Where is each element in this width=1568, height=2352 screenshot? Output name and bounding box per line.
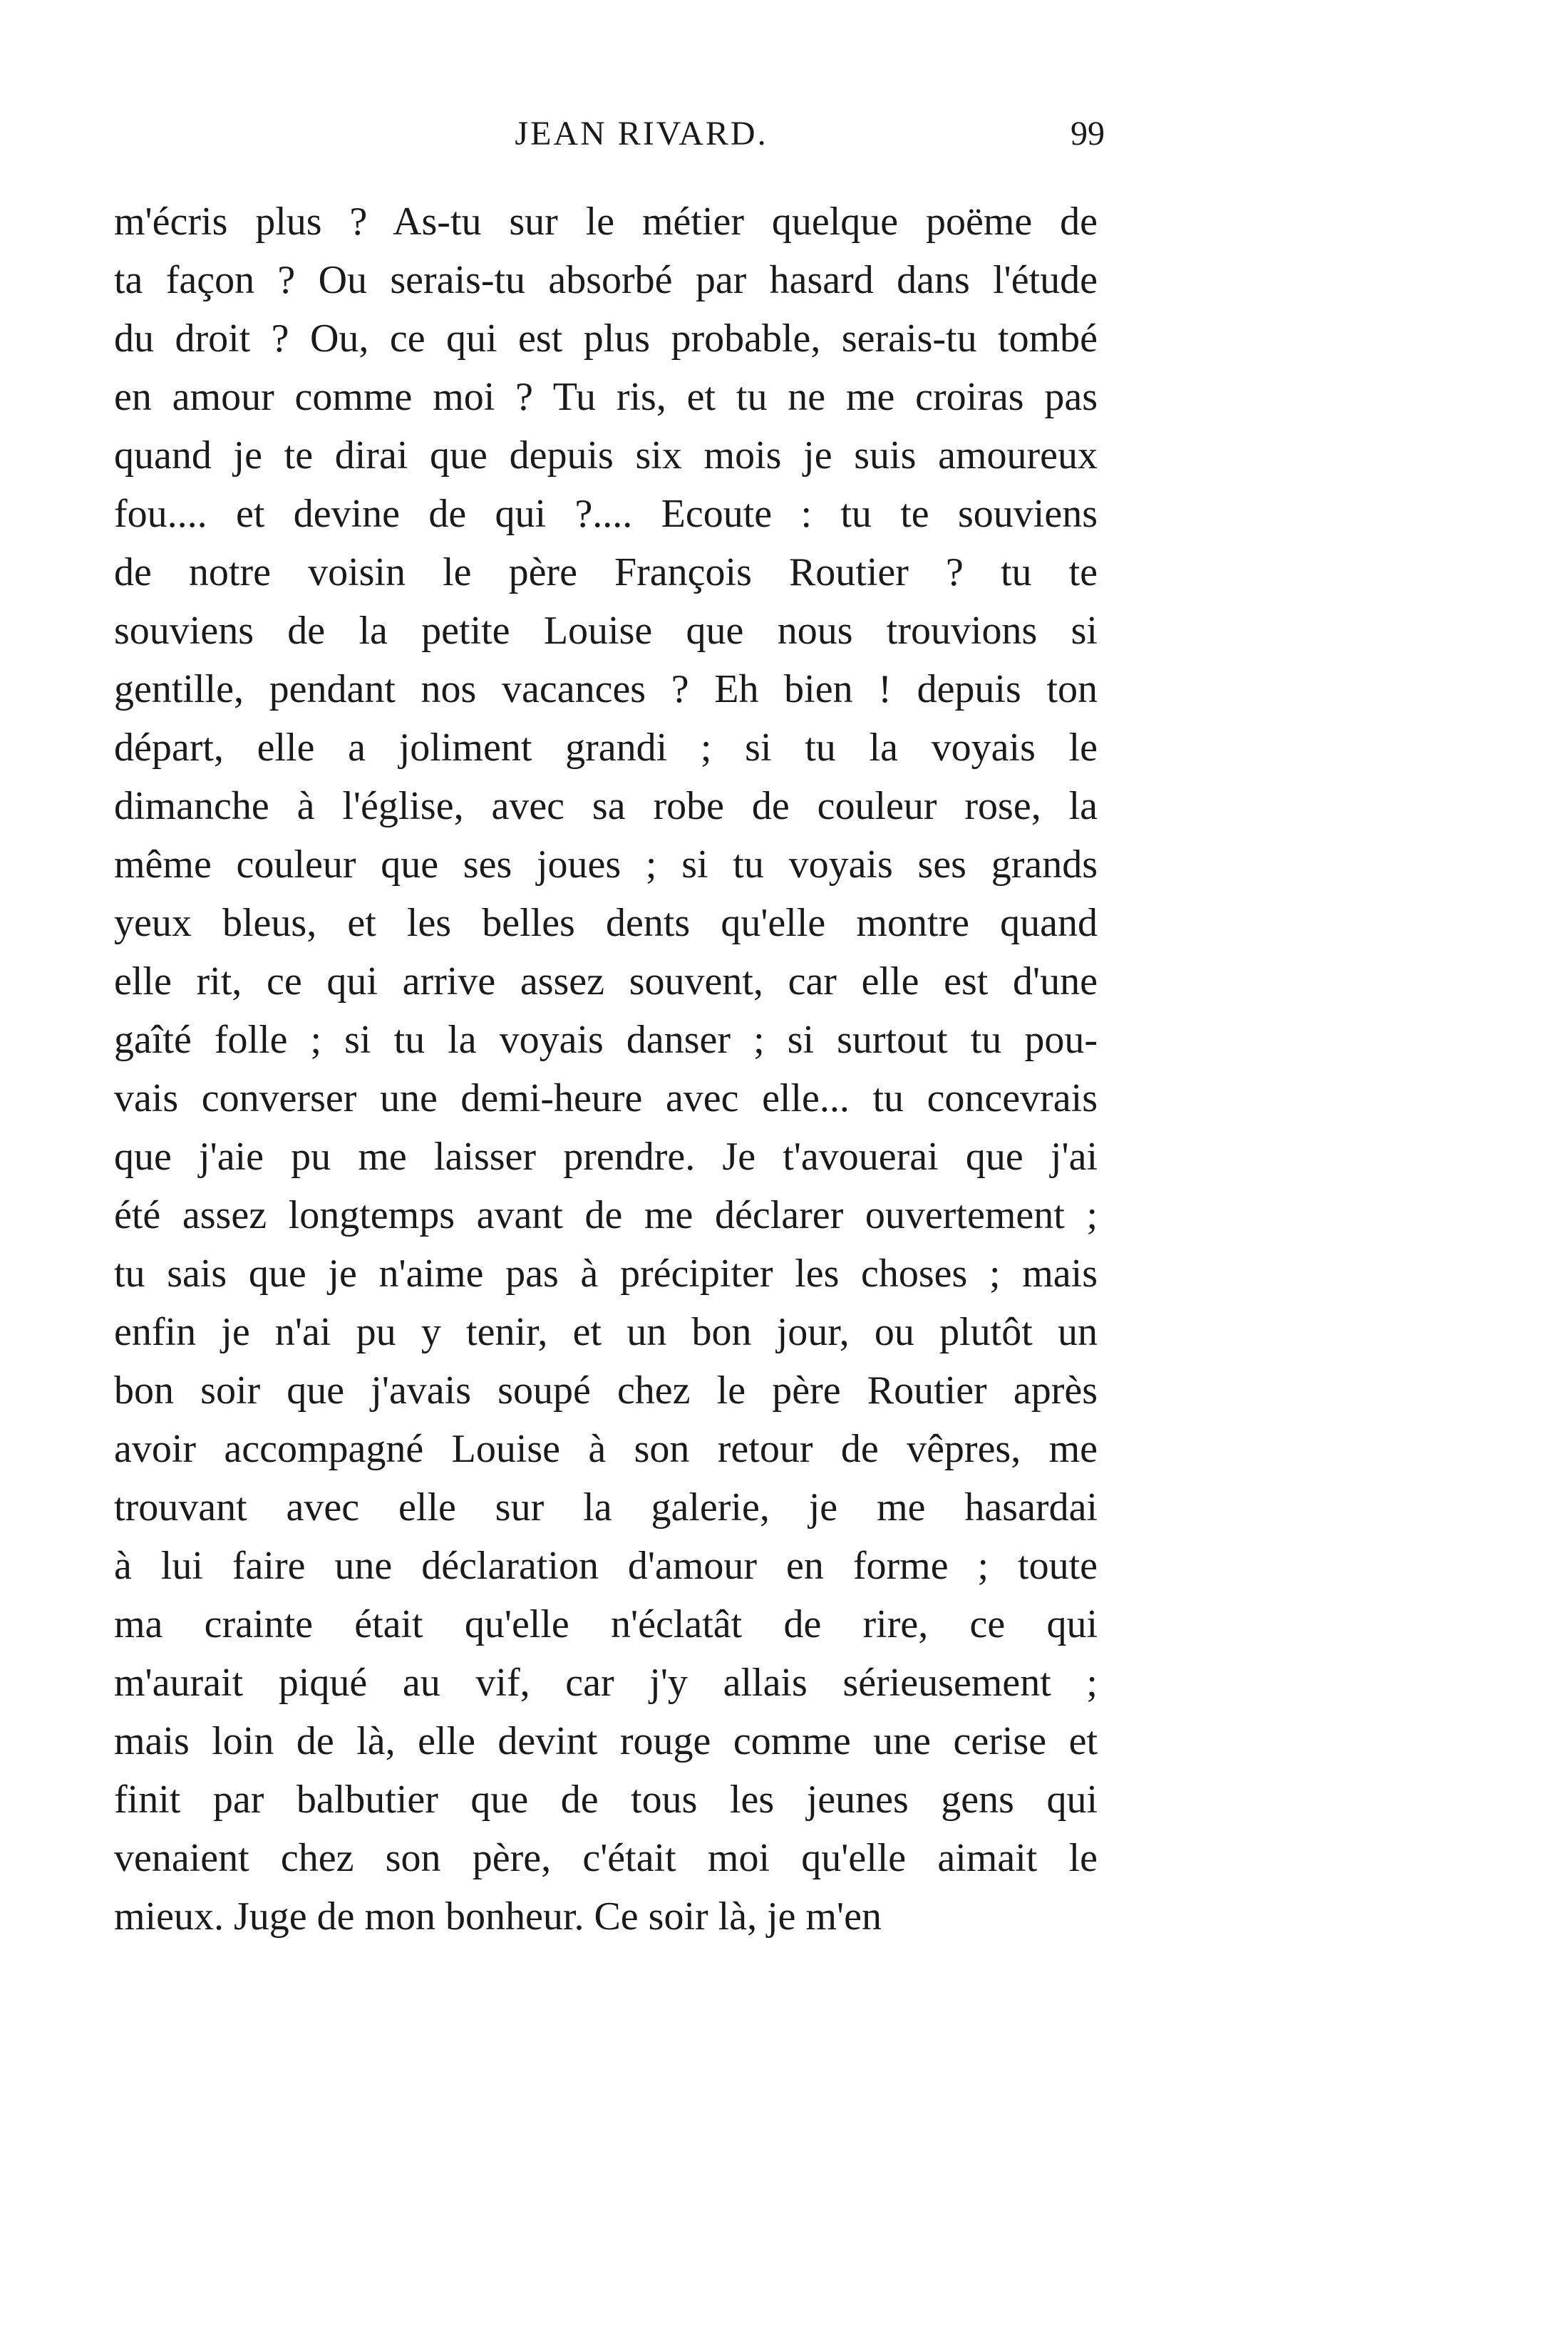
text-line: finit par balbutier que de tous les jeunes gens qui bbox=[114, 1778, 1098, 1822]
text-line: tu sais que je n'aime pas à précipiter les choses ; mais bbox=[114, 1252, 1098, 1296]
text-line: été assez longtemps avant de me déclarer ouvertement ; bbox=[114, 1193, 1098, 1237]
text-line: fou.... et devine de qui ?.... Ecoute : tu te souviens bbox=[114, 492, 1098, 536]
text-line: souviens de la petite Louise que nous trouvions si bbox=[114, 609, 1098, 653]
running-head bbox=[0, 105, 1568, 163]
text-line: en amour comme moi ? Tu ris, et tu ne me croiras pas bbox=[114, 375, 1098, 419]
text-line: yeux bleus, et les belles dents qu'elle montre quand bbox=[114, 901, 1098, 945]
text-line: mieux. Juge de mon bonheur. Ce soir là, je m'en bbox=[114, 1894, 882, 1939]
text-line: même couleur que ses joues ; si tu voyais ses grands bbox=[114, 842, 1098, 887]
text-line: m'aurait piqué au vif, car j'y allais sérieusement ; bbox=[114, 1661, 1098, 1705]
text-line: trouvant avec elle sur la galerie, je me hasardai bbox=[114, 1485, 1098, 1530]
text-line: venaient chez son père, c'était moi qu'elle aimait le bbox=[114, 1836, 1098, 1880]
text-line: gaîté folle ; si tu la voyais danser ; si surtout tu pou- bbox=[114, 1018, 1098, 1062]
body-text bbox=[114, 192, 1098, 1946]
text-line: elle rit, ce qui arrive assez souvent, car elle est d'une bbox=[114, 959, 1098, 1004]
text-line: m'écris plus ? As-tu sur le métier quelque poëme de bbox=[114, 200, 1098, 244]
text-line: ta façon ? Ou serais-tu absorbé par hasard dans l'étude bbox=[114, 258, 1098, 302]
text-line: mais loin de là, elle devint rouge comme une cerise et bbox=[114, 1719, 1098, 1763]
text-line: bon soir que j'avais soupé chez le père Routier après bbox=[114, 1368, 1098, 1413]
text-line: ma crainte était qu'elle n'éclatât de rire, ce qui bbox=[114, 1602, 1098, 1646]
text-line: gentille, pendant nos vacances ? Eh bien ! depuis ton bbox=[114, 667, 1098, 711]
text-line: quand je te dirai que depuis six mois je suis amoureux bbox=[114, 433, 1098, 478]
text-line: avoir accompagné Louise à son retour de vêpres, me bbox=[114, 1427, 1098, 1471]
text-line: du droit ? Ou, ce qui est plus probable, serais-tu tombé bbox=[114, 316, 1098, 361]
text-line: de notre voisin le père François Routier ? tu te bbox=[114, 550, 1098, 594]
page-number: 99 bbox=[1071, 115, 1105, 153]
text-line: départ, elle a joliment grandi ; si tu la voyais le bbox=[114, 726, 1098, 770]
text-line: à lui faire une déclaration d'amour en forme ; toute bbox=[114, 1544, 1098, 1588]
text-line: que j'aie pu me laisser prendre. Je t'avouerai que j'ai bbox=[114, 1135, 1098, 1179]
text-line: enfin je n'ai pu y tenir, et un bon jour, ou plutôt un bbox=[114, 1310, 1098, 1354]
running-title: JEAN RIVARD. bbox=[515, 115, 768, 153]
text-line: dimanche à l'église, avec sa robe de couleur rose, la bbox=[114, 784, 1098, 828]
text-line: vais converser une demi-heure avec elle... tu concevrais bbox=[114, 1076, 1098, 1120]
